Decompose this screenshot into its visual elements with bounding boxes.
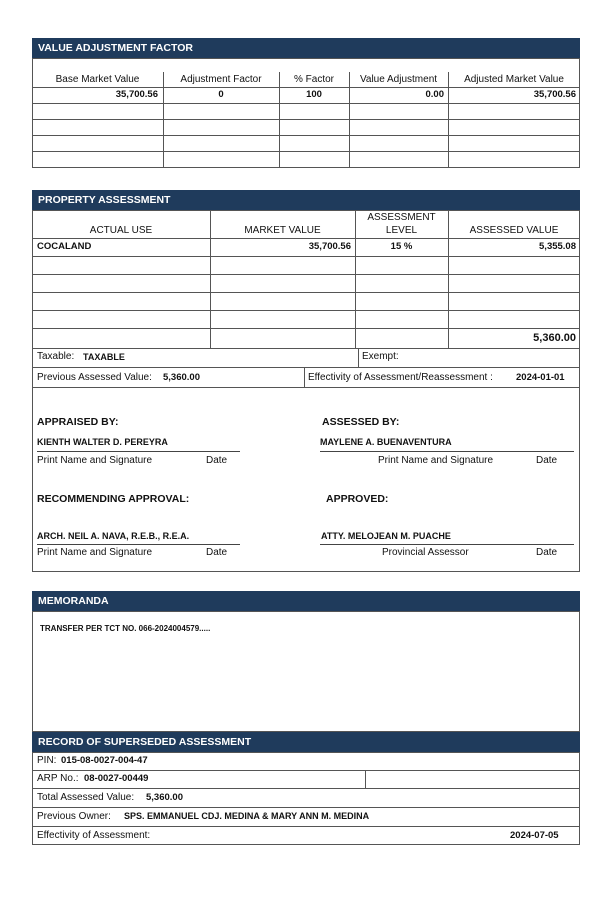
approved-label: APPROVED: [326,493,389,505]
assessed-by-label: ASSESSED BY: [322,416,400,428]
record-arp-label: ARP No.: [37,773,79,784]
appraised-print-name: Print Name and Signature [37,455,153,466]
vaf-col-valueadj: Value Adjustment [359,74,438,85]
vaf-col-base: Base Market Value [55,74,140,85]
pa-market-value: 35,700.56 [308,241,351,252]
recommending-name: ARCH. NEIL A. NAVA, R.E.B., R.E.A. [37,531,190,541]
pa-effectivity-value: 2024-01-01 [516,372,565,383]
appraised-by-name: KIENTH WALTER D. PEREYRA [37,437,168,447]
record-tav-value: 5,360.00 [146,792,183,803]
provincial-assessor-label: Provincial Assessor [382,547,469,558]
pa-col-actual-use: ACTUAL USE [89,225,153,236]
pa-prev-assessed-label: Previous Assessed Value: [37,372,152,383]
appraised-date: Date [206,455,228,466]
memo-title: MEMORANDA [38,595,109,607]
approved-name: ATTY. MELOJEAN M. PUACHE [321,531,451,541]
record-effectivity-label: Effectivity of Assessment: [37,830,151,841]
pa-assessed-value: 5,355.08 [539,241,576,252]
vaf-header [32,38,580,58]
record-effectivity-value: 2024-07-05 [510,830,559,841]
pa-total-assessed: 5,360.00 [533,332,576,344]
pa-actual-use-value: COCALAND [37,241,92,252]
record-pin-value: 015-08-0027-004-47 [61,755,148,766]
appraised-by-label: APPRAISED BY: [37,416,119,428]
pa-exempt-label: Exempt: [362,351,399,362]
pa-title: PROPERTY ASSESSMENT [38,194,171,206]
pa-col-level-line2: LEVEL [385,225,418,236]
memo-text: TRANSFER PER TCT NO. 066-2024004579..... [40,624,211,633]
recommending-date: Date [206,547,228,558]
vaf-col-adjfactor: Adjustment Factor [180,74,262,85]
record-pin-label: PIN: [37,755,57,766]
recommending-print-name: Print Name and Signature [37,547,153,558]
vaf-col-adjusted: Adjusted Market Value [464,74,564,85]
pa-header [32,190,580,210]
record-tav-label: Total Assessed Value: [37,792,135,803]
pa-taxable-label: Taxable: [37,351,75,362]
record-arp-value: 08-0027-00449 [84,773,149,784]
record-title: RECORD OF SUPERSEDED ASSESSMENT [38,736,252,748]
record-owner-value: SPS. EMMANUEL CDJ. MEDINA & MARY ANN M. MEDINA [124,811,370,821]
pa-col-assessed-value: ASSESSED VALUE [469,225,559,236]
vaf-adjusted-value: 35,700.56 [533,89,576,100]
memo-header [32,591,580,611]
approved-date: Date [536,547,558,558]
pa-taxable-value: TAXABLE [83,352,125,362]
pa-prev-assessed-value: 5,360.00 [163,372,200,383]
record-header [32,732,580,752]
vaf-pct-value: 100 [306,89,322,100]
recommending-label: RECOMMENDING APPROVAL: [37,493,190,505]
vaf-base-value: 35,700.56 [115,89,158,100]
pa-col-level-line1: ASSESSMENT [367,212,436,223]
assessed-print-name: Print Name and Signature [378,455,494,466]
pa-effectivity-label: Effectivity of Assessment/Reassessment : [308,372,493,383]
vaf-title: VALUE ADJUSTMENT FACTOR [38,42,193,54]
pa-section [32,210,580,572]
assessed-date: Date [536,455,558,466]
vaf-col-pct: % Factor [293,74,334,85]
record-owner-label: Previous Owner: [37,811,111,822]
pa-col-market-value: MARKET VALUE [244,225,321,236]
vaf-valueadj-value: 0.00 [425,89,444,100]
vaf-adjfactor-value: 0 [218,89,224,100]
assessed-by-name: MAYLENE A. BUENAVENTURA [320,437,452,447]
pa-level-value: 15 % [390,241,413,252]
